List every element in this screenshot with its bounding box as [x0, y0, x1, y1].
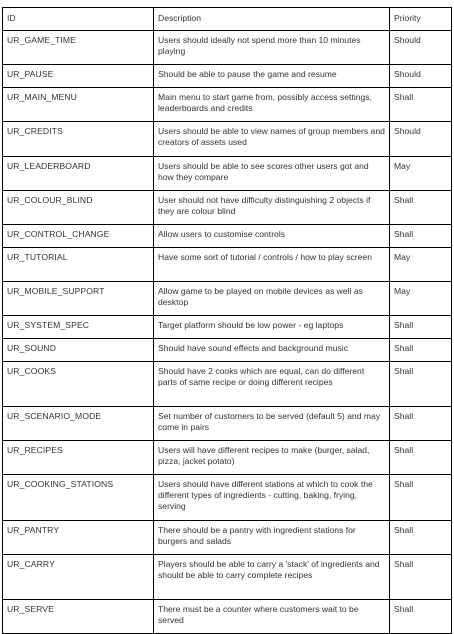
table-row [3, 282, 452, 316]
header-description: Description [154, 8, 390, 31]
requirement-description-cell: There should be a pantry with ingredient stations for burgers and salads [154, 521, 390, 555]
requirement-description-cell: Main menu to start game from, possibly access settings, leaderboards and credits [154, 88, 390, 122]
header-id: ID [3, 8, 154, 31]
table-row [3, 31, 452, 65]
requirement-priority-cell: Shall [390, 316, 452, 339]
requirement-description-cell: Should have 2 cooks which are equal, can do different parts of same recipe or doing different recipes [154, 362, 390, 407]
requirement-priority-cell: Should [390, 122, 452, 157]
requirement-id-cell: UR_COLOUR_BLIND [3, 191, 154, 225]
requirement-description-cell: Users should ideally not spend more than 10 minutes playing [154, 31, 390, 65]
requirement-priority-cell: Should [390, 65, 452, 88]
requirement-priority-cell: Shall [390, 191, 452, 225]
requirements-table [2, 7, 452, 634]
header-priority: Priority [390, 8, 452, 31]
table-row [3, 316, 452, 339]
requirement-id-cell: UR_SYSTEM_SPEC [3, 316, 154, 339]
requirement-description-cell: Have some sort of tutorial / controls / how to play screen [154, 248, 390, 282]
requirement-priority-cell: Shall [390, 225, 452, 248]
requirement-id-cell: UR_SOUND [3, 339, 154, 362]
requirement-id-cell: UR_TUTORIAL [3, 248, 154, 282]
requirement-description-cell: Users will have different recipes to make (burger, salad, pizza, jacket potato) [154, 441, 390, 475]
requirement-id-cell: UR_PAUSE [3, 65, 154, 88]
table-row [3, 521, 452, 555]
requirement-priority-cell: May [390, 248, 452, 282]
requirement-id-cell: UR_CREDITS [3, 122, 154, 157]
requirement-priority-cell: Shall [390, 600, 452, 634]
table-row [3, 65, 452, 88]
table-body [3, 31, 452, 634]
table-row [3, 441, 452, 475]
requirement-id-cell: UR_SCENARIO_MODE [3, 407, 154, 441]
table-row [3, 555, 452, 600]
requirement-description-cell: Players should be able to carry a 'stack' of ingredients and should be able to carry complete recipes [154, 555, 390, 600]
table-row [3, 600, 452, 634]
table-row [3, 362, 452, 407]
header-row [3, 8, 452, 31]
requirement-id-cell: UR_GAME_TIME [3, 31, 154, 65]
requirement-id-cell: UR_COOKS [3, 362, 154, 407]
table-row [3, 475, 452, 521]
requirement-priority-cell: May [390, 282, 452, 316]
requirement-priority-cell: Shall [390, 407, 452, 441]
requirement-priority-cell: Shall [390, 521, 452, 555]
requirement-id-cell: UR_MOBILE_SUPPORT [3, 282, 154, 316]
requirement-description-cell: Set number of customers to be served (default 5) and may come in pairs [154, 407, 390, 441]
requirement-description-cell: Allow users to customise controls [154, 225, 390, 248]
requirement-description-cell: Should have sound effects and background music [154, 339, 390, 362]
requirement-description-cell: Should be able to pause the game and resume [154, 65, 390, 88]
requirement-id-cell: UR_MAIN_MENU [3, 88, 154, 122]
requirement-id-cell: UR_CONTROL_CHANGE [3, 225, 154, 248]
requirement-id-cell: UR_LEADERBOARD [3, 157, 154, 191]
requirement-id-cell: UR_RECIPES [3, 441, 154, 475]
requirement-id-cell: UR_PANTRY [3, 521, 154, 555]
requirement-id-cell: UR_COOKING_STATIONS [3, 475, 154, 521]
requirement-priority-cell: Shall [390, 441, 452, 475]
requirement-description-cell: Target platform should be low power - eg laptops [154, 316, 390, 339]
table-row [3, 339, 452, 362]
requirement-description-cell: There must be a counter where customers wait to be served [154, 600, 390, 634]
requirement-priority-cell: Shall [390, 555, 452, 600]
table-row [3, 248, 452, 282]
requirement-id-cell: UR_SERVE [3, 600, 154, 634]
requirement-description-cell: User should not have difficulty distinguishing 2 objects if they are colour blind [154, 191, 390, 225]
requirement-priority-cell: Should [390, 31, 452, 65]
requirement-priority-cell: Shall [390, 88, 452, 122]
requirement-priority-cell: Shall [390, 339, 452, 362]
table-row [3, 122, 452, 157]
requirement-priority-cell: Shall [390, 475, 452, 521]
requirement-description-cell: Users should be able to view names of group members and creators of assets used [154, 122, 390, 157]
requirement-description-cell: Allow game to be played on mobile devices as well as desktop [154, 282, 390, 316]
requirement-description-cell: Users should be able to see scores other users got and how they compare [154, 157, 390, 191]
table-row [3, 88, 452, 122]
requirement-description-cell: Users should have different stations at which to cook the different types of ingredients - cutting, baking, frying, serving [154, 475, 390, 521]
requirement-id-cell: UR_CARRY [3, 555, 154, 600]
table-row [3, 191, 452, 225]
table-row [3, 225, 452, 248]
table-row [3, 157, 452, 191]
requirement-priority-cell: Shall [390, 362, 452, 407]
table-row [3, 407, 452, 441]
requirement-priority-cell: May [390, 157, 452, 191]
